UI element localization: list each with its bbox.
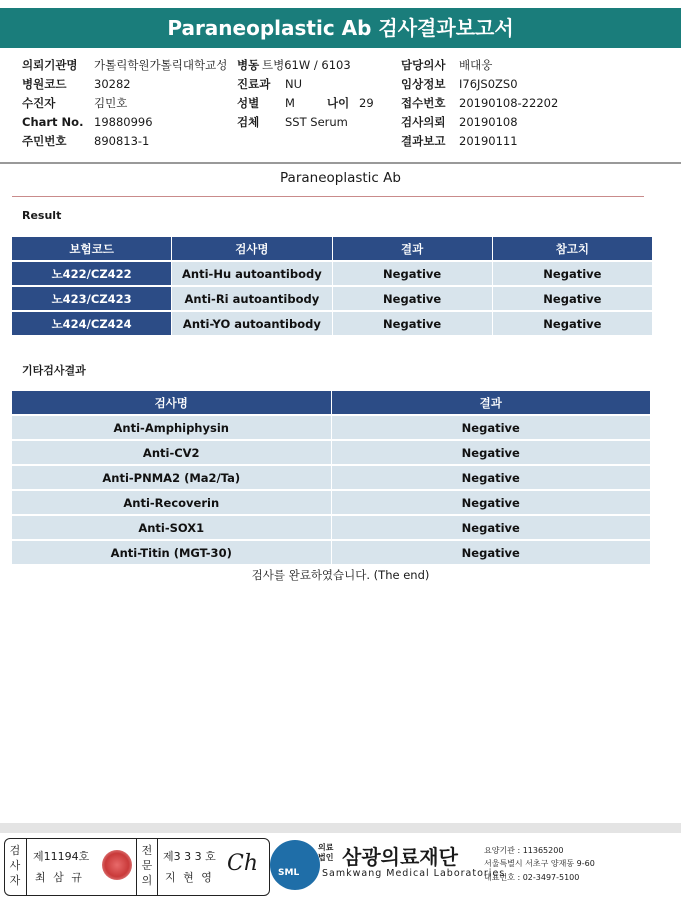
table-cell: Negative	[332, 491, 651, 514]
table-cell: Negative	[332, 541, 651, 564]
info-value: 김민호	[94, 96, 128, 110]
table-cell: Negative	[333, 287, 492, 310]
signature-box	[4, 838, 270, 896]
info-value: 30282	[94, 77, 131, 91]
table-cell: Anti-PNMA2 (Ma2/Ta)	[12, 466, 331, 489]
inspector-number: 제11194호	[33, 850, 90, 863]
table-cell: Anti-CV2	[12, 441, 331, 464]
table-cell: Anti-SOX1	[12, 516, 331, 539]
table-row	[12, 541, 650, 564]
org-type-line: 의료	[318, 843, 334, 852]
info-label: 접수번호	[401, 96, 446, 110]
info-value: 배대웅	[459, 58, 493, 72]
info-value: SST Serum	[285, 115, 348, 129]
table-header-row	[12, 237, 652, 260]
info-value: 20190111	[459, 134, 518, 148]
info-value: M	[285, 96, 295, 110]
org-address: 서울특별시 서초구 양재동 9-60	[484, 859, 595, 868]
info-label: Chart No.	[22, 115, 84, 129]
inspector-label: 검사자	[9, 844, 21, 887]
divider	[12, 196, 644, 197]
table-cell: Negative	[493, 287, 652, 310]
org-name: 삼광의료재단	[342, 845, 458, 869]
table-row	[12, 516, 650, 539]
divider	[157, 839, 158, 895]
table-cell: 노422/CZ422	[12, 262, 171, 285]
info-label: 의뢰기관명	[22, 58, 78, 72]
column-header: 결과	[332, 391, 651, 414]
org-type-label	[318, 843, 333, 863]
info-label: 병동	[237, 58, 260, 72]
table-row	[12, 466, 650, 489]
table-cell: 노423/CZ423	[12, 287, 171, 310]
logo-text: SML	[278, 868, 300, 878]
info-value: I76JS0ZS0	[459, 77, 518, 91]
info-value: 트병61W / 6103	[262, 58, 351, 72]
report-title: Paraneoplastic Ab 검사결과보고서	[0, 8, 681, 48]
table-cell: Negative	[333, 312, 492, 335]
table-cell: Negative	[332, 466, 651, 489]
info-label: 수진자	[22, 96, 56, 110]
other-results-table	[11, 389, 651, 566]
info-label: 성별	[237, 96, 260, 110]
divider	[26, 839, 27, 895]
footer-band	[0, 823, 681, 833]
table-row	[12, 416, 650, 439]
org-name-english: Samkwang Medical Laboratories	[322, 868, 506, 879]
info-label: 병원코드	[22, 77, 67, 91]
table-cell: Negative	[332, 416, 651, 439]
org-code: 요양기관 : 11365200	[484, 846, 564, 855]
table-cell: Negative	[493, 262, 652, 285]
confirmer-label: 전문의	[141, 844, 153, 887]
info-value: 19880996	[94, 115, 153, 129]
divider	[0, 162, 681, 164]
table-cell: Anti-Amphiphysin	[12, 416, 331, 439]
table-cell: Anti-Hu autoantibody	[172, 262, 331, 285]
table-cell: Negative	[493, 312, 652, 335]
confirmer-number: 제3 3 3 호	[163, 850, 216, 863]
info-value: NU	[285, 77, 303, 91]
info-label: 결과보고	[401, 134, 446, 148]
org-phone: 대표번호 : 02-3497-5100	[484, 873, 580, 882]
table-row	[12, 312, 652, 335]
info-value: 890813-1	[94, 134, 150, 148]
table-row	[12, 287, 652, 310]
result-label: Result	[22, 209, 62, 222]
info-label: 검체	[237, 115, 260, 129]
table-header-row	[12, 391, 650, 414]
info-value: 가톨릭학원가톨릭대학교성	[94, 58, 228, 72]
column-header: 검사명	[12, 391, 331, 414]
column-header: 참고치	[493, 237, 652, 260]
column-header: 결과	[333, 237, 492, 260]
column-header: 보험코드	[12, 237, 171, 260]
result-table	[11, 235, 653, 337]
table-cell: Negative	[332, 516, 651, 539]
info-label: 주민번호	[22, 134, 67, 148]
signature: Ch	[227, 851, 259, 876]
table-cell: Negative	[332, 441, 651, 464]
info-label: 진료과	[237, 77, 271, 91]
table-row	[12, 441, 650, 464]
info-value: 20190108	[459, 115, 518, 129]
table-row	[12, 262, 652, 285]
table-cell: Anti-Titin (MGT-30)	[12, 541, 331, 564]
patient-info-col1	[22, 56, 227, 151]
other-results-label: 기타검사결과	[22, 364, 86, 377]
table-cell: Anti-Recoverin	[12, 491, 331, 514]
table-cell: 노424/CZ424	[12, 312, 171, 335]
divider	[136, 839, 137, 895]
info-label: 나이	[327, 96, 350, 110]
table-cell: Anti-Ri autoantibody	[172, 287, 331, 310]
org-type-line: 법인	[318, 853, 334, 862]
column-header: 검사명	[172, 237, 331, 260]
inspector-name: 최 삼 규	[35, 871, 84, 884]
confirmer-name: 지 현 영	[165, 871, 214, 884]
seal-stamp-icon	[102, 850, 132, 880]
end-note: 검사를 완료하였습니다. (The end)	[251, 568, 430, 582]
info-label: 담당의사	[401, 58, 446, 72]
patient-info-col3	[401, 56, 558, 151]
sml-logo-icon	[270, 840, 320, 890]
info-label: 검사의뢰	[401, 115, 446, 129]
section-title: Paraneoplastic Ab	[280, 170, 401, 186]
info-value: 20190108-22202	[459, 96, 559, 110]
info-value: 29	[359, 96, 374, 110]
patient-info-col2	[237, 56, 374, 132]
table-cell: Negative	[333, 262, 492, 285]
table-row	[12, 491, 650, 514]
info-label: 임상정보	[401, 77, 446, 91]
table-cell: Anti-YO autoantibody	[172, 312, 331, 335]
